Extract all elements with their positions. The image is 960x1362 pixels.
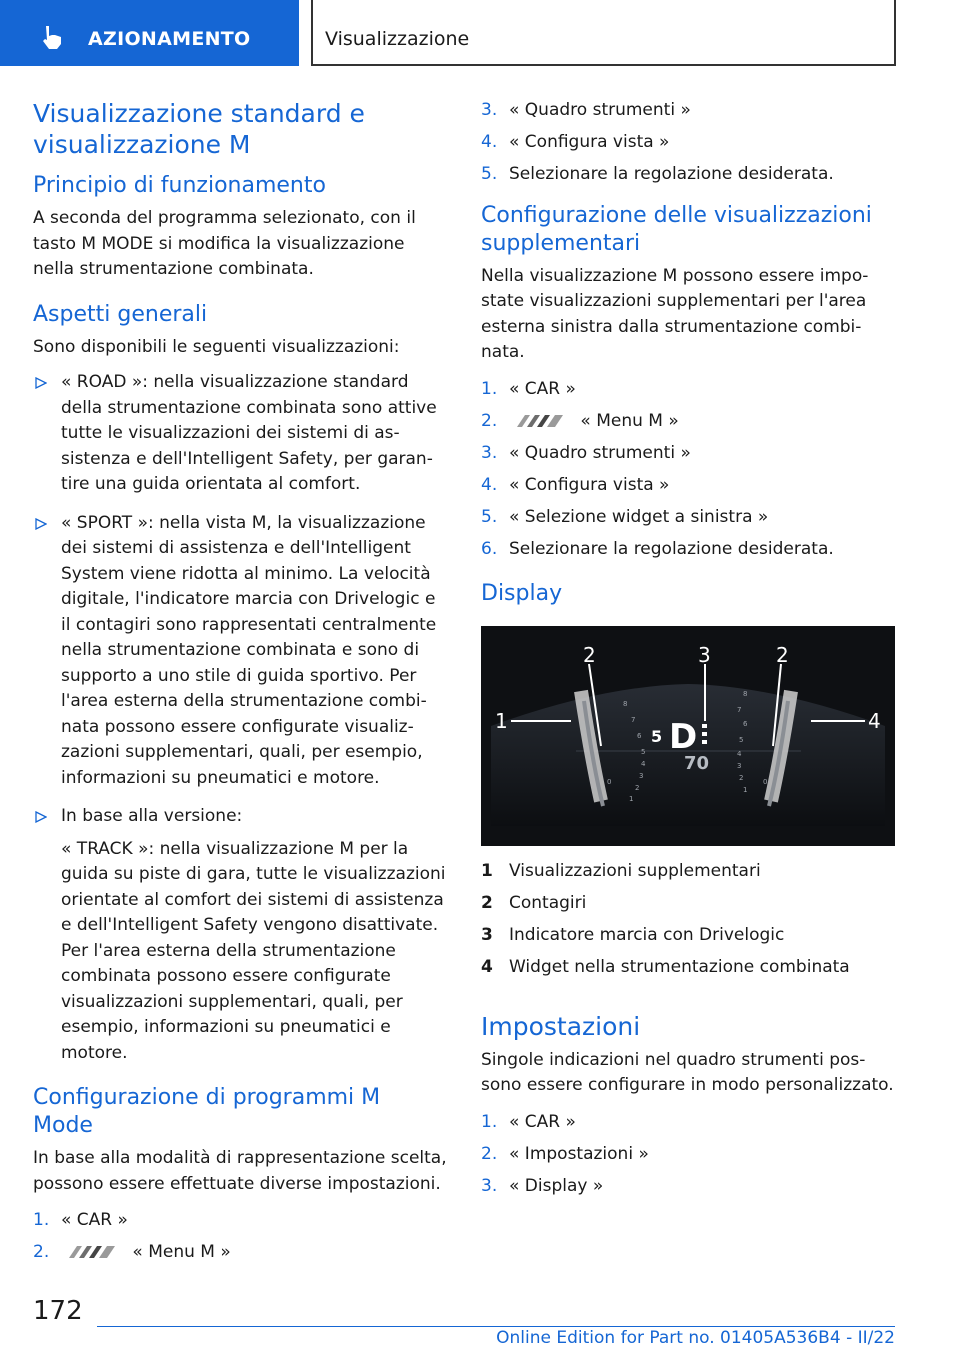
m-stripes-logo-icon <box>65 1245 117 1259</box>
svg-text:4: 4 <box>737 750 742 758</box>
subsection-header <box>311 0 896 66</box>
legend-item: 3 Indicatore marcia con Drivelogic <box>481 925 785 945</box>
list-item: In base alla versione: « TRACK »: nella visualizzazione M per la guida su piste di gara, tutte le visualizzazioni orientate al comfort dei sistemi di assistenza e dell'Intelligent Safety vengono disattivate. Per l'area esterna della strumentazione combinata possono essere configurate visualizzazioni supplementari, quali, per esempio, informazioni su pneumatici e motore. <box>33 804 447 1066</box>
footer-divider <box>97 1326 895 1327</box>
svg-text:0: 0 <box>607 778 612 786</box>
svg-text:3: 3 <box>737 762 742 770</box>
svg-text:3: 3 <box>639 772 644 780</box>
step-item: 1. « CAR » <box>481 1111 576 1132</box>
paragraph-config: In base alla modalità di rappresentazione scelta, possono essere effettuate diverse impostazioni. <box>33 1148 447 1194</box>
section-title: AZIONAMENTO <box>88 28 251 50</box>
heading-supp: Configurazione delle visualizzazioni supplementari <box>481 202 872 256</box>
svg-text:1: 1 <box>629 795 634 803</box>
section-tab[interactable] <box>0 0 299 66</box>
svg-text:2: 2 <box>776 643 789 667</box>
instrument-cluster-image <box>481 626 895 846</box>
svg-text:0: 0 <box>763 778 768 786</box>
step-item: 4. « Configura vista » <box>481 474 670 495</box>
list-item: « SPORT »: nella vista M, la visualizzazione dei sistemi di assistenza e dell'Intelligent System viene ridotta al minimo. La velocità digitale, l'indicatore marcia con Drivelogic e il contagiri sono rappresentati centralmente nella strumentazione combinata e sono di supporto a uno stile di guida sportivo. Per l'area esterna della strumentazione combinata possono essere configurate visualizzazioni supplementari, quali, per esempio, informazioni su pneumatici e motore. <box>33 511 447 792</box>
svg-text:8: 8 <box>743 690 748 698</box>
page-number: 172 <box>33 1296 83 1326</box>
step-item: 1. « CAR » <box>481 378 576 399</box>
paragraph-impostazioni: Singole indicazioni nel quadro strumenti possono essere configurare in modo personalizzato. <box>481 1049 894 1095</box>
view-list <box>33 370 447 1066</box>
supp-steps <box>481 377 895 563</box>
step-item: 3. « Quadro strumenti » <box>481 442 691 463</box>
page-title: Visualizzazione standard e visualizzazione M <box>33 99 365 159</box>
triangle-bullet-icon <box>35 811 47 823</box>
legend-item: 1 Visualizzazioni supplementari <box>481 861 761 881</box>
svg-text:1: 1 <box>495 709 508 733</box>
step-item: 5. « Selezione widget a sinistra » <box>481 506 769 527</box>
heading-config: Configurazione di programmi M Mode <box>33 1085 381 1138</box>
heading-aspetti: Aspetti generali <box>33 301 208 327</box>
paragraph-principio: A seconda del programma selezionato, con il tasto M MODE si modifica la visualizzazione nella strumentazione combinata. <box>33 208 416 279</box>
step-item: 2. « Impostazioni » <box>481 1143 649 1164</box>
cluster-illustration <box>481 626 895 846</box>
subsection-title: Visualizzazione <box>325 28 470 50</box>
paragraph-supp: Nella visualizzazione M possono essere impostate visualizzazioni supplementari per l'area esterna sinistra dalla strumentazione combinata. <box>481 265 869 362</box>
m-stripes-logo-icon <box>513 414 565 428</box>
heading-impostazioni: Impostazioni <box>481 1011 641 1041</box>
config-steps-cont <box>481 98 895 188</box>
svg-text:7: 7 <box>631 716 636 724</box>
left-column <box>33 98 447 1272</box>
footer-edition: Online Edition for Part no. 01405A536B4 - II/22 <box>496 1328 895 1348</box>
list-item: « ROAD »: nella visualizzazione standard della strumentazione combinata sono attive tutte le visualizzazioni dei sistemi di assistenza e dell'Intelligent Safety, per garantire una guida orientata al comfort. <box>33 370 447 498</box>
svg-text:4: 4 <box>641 760 646 768</box>
svg-text:1: 1 <box>743 786 748 794</box>
svg-text:5: 5 <box>641 748 646 756</box>
step-item: 4. « Configura vista » <box>481 132 670 152</box>
heading-display: Display <box>481 581 563 606</box>
heading-principio: Principio di funzionamento <box>33 173 326 198</box>
svg-text:5: 5 <box>739 736 744 744</box>
display-legend <box>481 859 895 981</box>
svg-text:2: 2 <box>583 643 596 667</box>
paragraph-aspetti: Sono disponibili le seguenti visualizzazioni: <box>33 336 400 357</box>
triangle-bullet-icon <box>35 518 47 530</box>
svg-text:7: 7 <box>737 706 742 714</box>
triangle-bullet-icon <box>35 377 47 389</box>
step-item: 2. « Menu M » <box>33 1242 231 1262</box>
config-steps <box>33 1208 447 1266</box>
legend-item: 4 Widget nella strumentazione combinata <box>481 957 850 977</box>
svg-text:6: 6 <box>743 720 748 728</box>
hand-pointer-icon <box>40 24 66 50</box>
impost-steps <box>481 1110 895 1200</box>
legend-item: 2 Contagiri <box>481 893 587 913</box>
step-item: 3. « Display » <box>481 1175 604 1196</box>
step-item: 3. « Quadro strumenti » <box>481 100 691 120</box>
speed-readout: 70 <box>684 753 710 774</box>
step-item: 6. Selezionare la regolazione desiderata. <box>481 538 834 559</box>
gear-indicator: D <box>669 717 698 757</box>
step-item: 5. Selezionare la regolazione desiderata. <box>481 164 834 184</box>
svg-text:2: 2 <box>635 784 640 792</box>
svg-text:4: 4 <box>868 709 881 733</box>
right-column <box>481 98 895 1206</box>
svg-text:8: 8 <box>623 700 628 708</box>
svg-text:2: 2 <box>739 774 744 782</box>
step-item: 1. « CAR » <box>33 1210 128 1230</box>
gear-prefix: 5 <box>651 727 663 746</box>
step-item: 2. « Menu M » <box>481 410 679 431</box>
svg-text:3: 3 <box>698 643 711 667</box>
list-subparagraph: « TRACK »: nella visualizzazione M per la guida su piste di gara, tutte le visualizzazioni orientate al comfort dei sistemi di assistenza e dell'Intelligent Safety vengono disattivate. Per l'area esterna della strumentazione combinata possono essere configurate visualizzazioni supplementari, quali, per esempio, informazioni su pneumatici e motore. <box>61 838 446 1063</box>
svg-text:6: 6 <box>637 732 642 740</box>
